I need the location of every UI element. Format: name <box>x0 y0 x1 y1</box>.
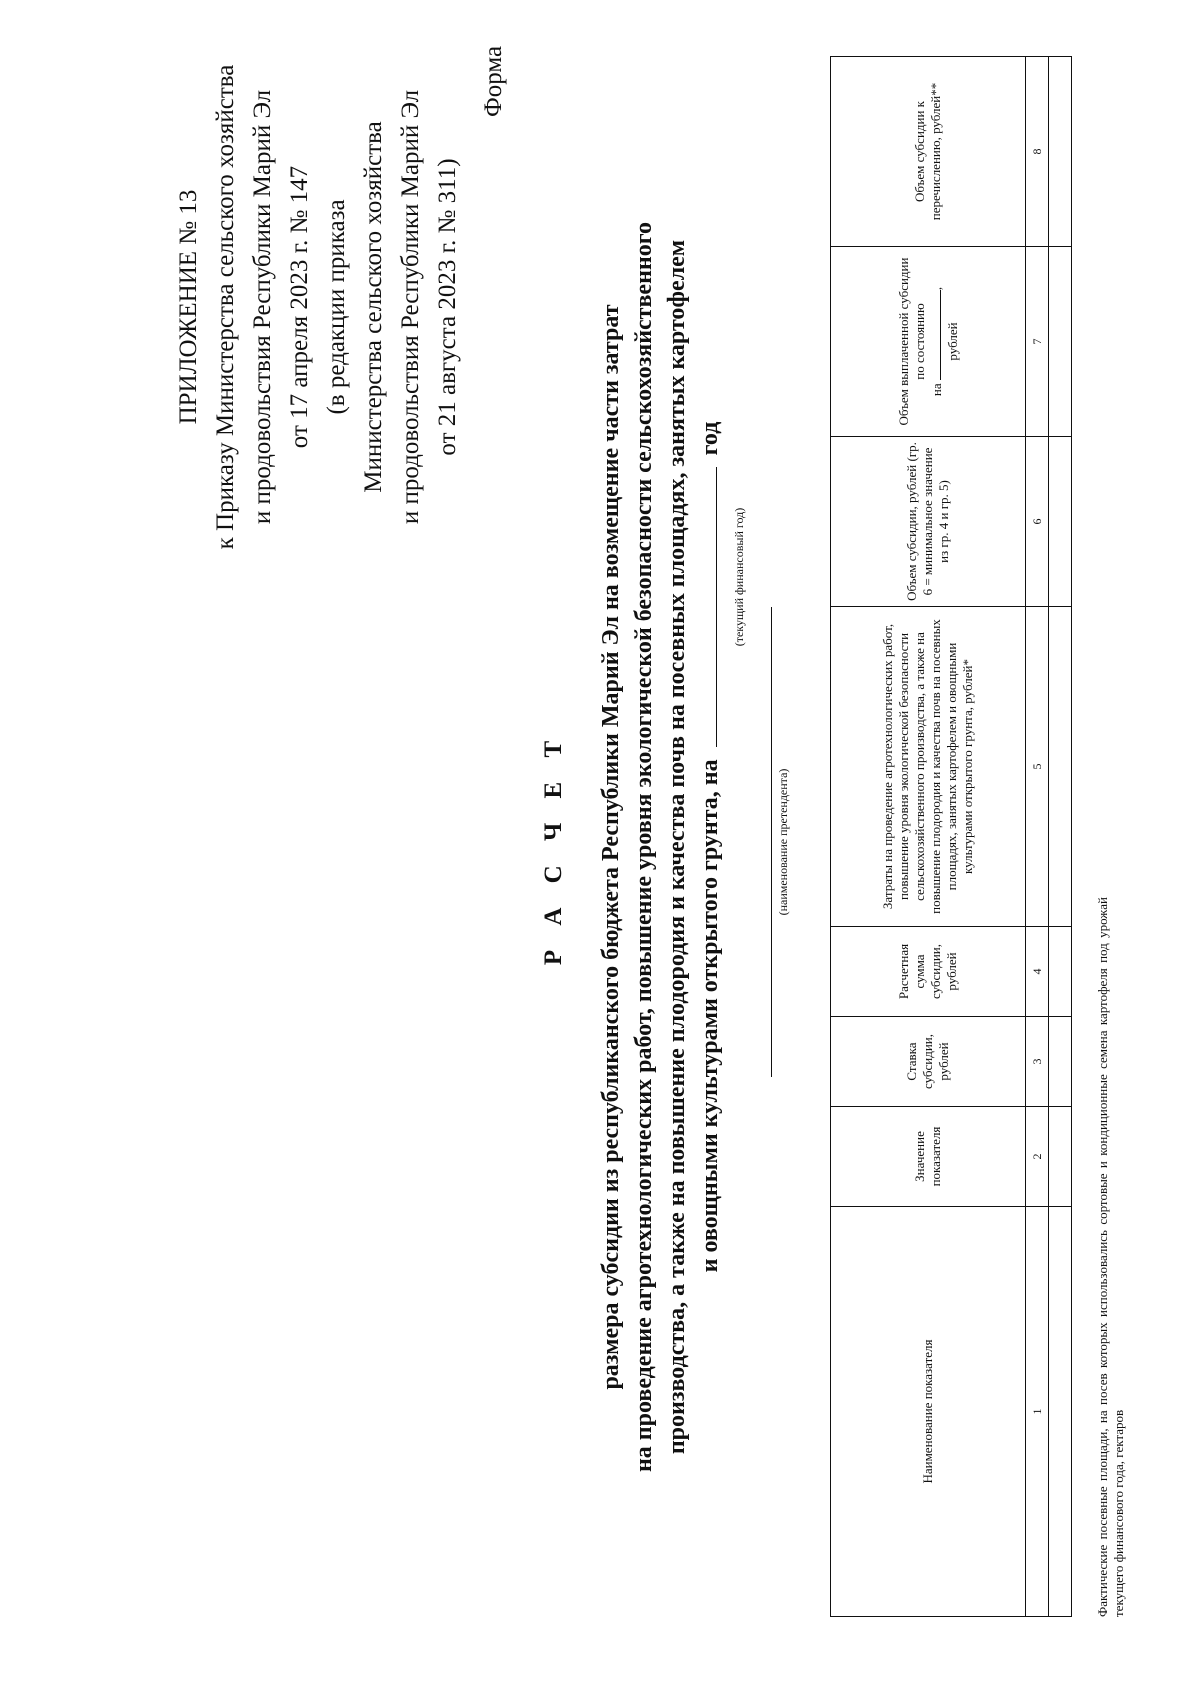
table-cell[interactable] <box>1049 1017 1072 1107</box>
subtitle-line: на проведение агротехнологических работ, повышение уровня экологической безопасности сельскохозяйственного <box>631 221 657 1473</box>
column-number: 1 <box>1026 1207 1049 1617</box>
document-title: Р А С Ч Е Т <box>540 731 567 966</box>
header-costs: Затраты на проведение агротехнологических работ, повышение уровня экологической безопасности сельскохозяйственного производства, а также на повышение плодородия и качества почв на посевных площадях, занятых картофелем и овощными культурами открытого грунта, рублей* <box>831 607 1026 927</box>
header-paid-subsidy-date: на , <box>928 286 944 397</box>
calculation-table-wrapper <box>830 57 1072 1617</box>
table-number-row <box>1026 57 1049 1617</box>
table-cell[interactable] <box>1049 1207 1072 1617</box>
table-cell[interactable] <box>1049 1107 1072 1207</box>
appendix-line: и продовольствия Республики Марий Эл <box>249 89 276 525</box>
document-subtitle <box>595 57 727 1637</box>
header-paid-subsidy-unit: рублей <box>944 322 960 361</box>
claimant-caption: (наименование претендента) <box>776 768 790 916</box>
column-number: 6 <box>1026 437 1049 607</box>
header-subsidy-volume: Объем субсидии, рублей (гр. 6 = минимальное значение из гр. 4 и гр. 5) <box>831 437 1026 607</box>
appendix-line: от 21 августа 2023 г. № 311) <box>434 158 461 456</box>
subtitle-line-start: и овощными культурами открытого грунта, на <box>697 759 723 1273</box>
appendix-line: к Приказу Министерства сельского хозяйства <box>212 64 239 550</box>
table-cell[interactable] <box>1049 927 1072 1017</box>
column-number: 7 <box>1026 247 1049 437</box>
appendix-header <box>170 7 466 607</box>
footnote-indicator: Фактические посевные площади, на посев которых использовались сортовые и кондиционные семена картофеля под урожай текущего финансового года, гектаров <box>1095 897 1126 1617</box>
header-transfer-volume: Объем субсидии к перечислению, рублей** <box>831 57 1026 247</box>
year-blank-field[interactable] <box>694 467 717 747</box>
table-cell[interactable] <box>1049 437 1072 607</box>
calculation-table <box>830 56 1072 1617</box>
table-cell[interactable] <box>1049 607 1072 927</box>
header-indicator-value: Значение показателя <box>831 1107 1026 1207</box>
table-cell[interactable] <box>1049 247 1072 437</box>
column-number: 8 <box>1026 57 1049 247</box>
subtitle-line: производства, а также на повышение плодородия и качества почв на посевных площадях, занятых картофелем <box>664 239 690 1455</box>
header-paid-subsidy-na: на <box>928 383 944 397</box>
subtitle-line-end: год <box>697 421 723 456</box>
table-header-row <box>831 57 1026 1617</box>
column-number: 4 <box>1026 927 1049 1017</box>
year-caption: (текущий финансовый год) <box>732 507 746 647</box>
header-paid-subsidy <box>831 247 1026 437</box>
table-cell[interactable] <box>1049 57 1072 247</box>
column-number: 3 <box>1026 1017 1049 1107</box>
column-number: 2 <box>1026 1107 1049 1207</box>
header-paid-subsidy-text: Объем выплаченной субсидии по состоянию <box>895 257 927 426</box>
claimant-blank-field[interactable] <box>770 607 772 1077</box>
appendix-line: Министерства сельского хозяйства <box>360 121 387 493</box>
header-indicator-name: Наименование показателя <box>831 1207 1026 1617</box>
form-label: Форма <box>480 45 507 117</box>
appendix-line: от 17 апреля 2023 г. № 147 <box>286 165 313 449</box>
column-number: 5 <box>1026 607 1049 927</box>
paid-subsidy-date-blank[interactable] <box>928 290 941 380</box>
header-calculated-sum: Расчетная сумма субсидии, рублей <box>831 927 1026 1017</box>
subtitle-line-with-year <box>694 57 727 1637</box>
table-row <box>1049 57 1072 1617</box>
appendix-line: и продовольствия Республики Марий Эл <box>397 89 424 525</box>
subtitle-line: размера субсидии из республиканского бюджета Республики Марий Эл на возмещение части затрат <box>598 304 624 1390</box>
appendix-number: ПРИЛОЖЕНИЕ № 13 <box>175 189 202 425</box>
header-subsidy-rate: Ставка субсидии, рублей <box>831 1017 1026 1107</box>
appendix-line: (в редакции приказа <box>323 199 350 415</box>
